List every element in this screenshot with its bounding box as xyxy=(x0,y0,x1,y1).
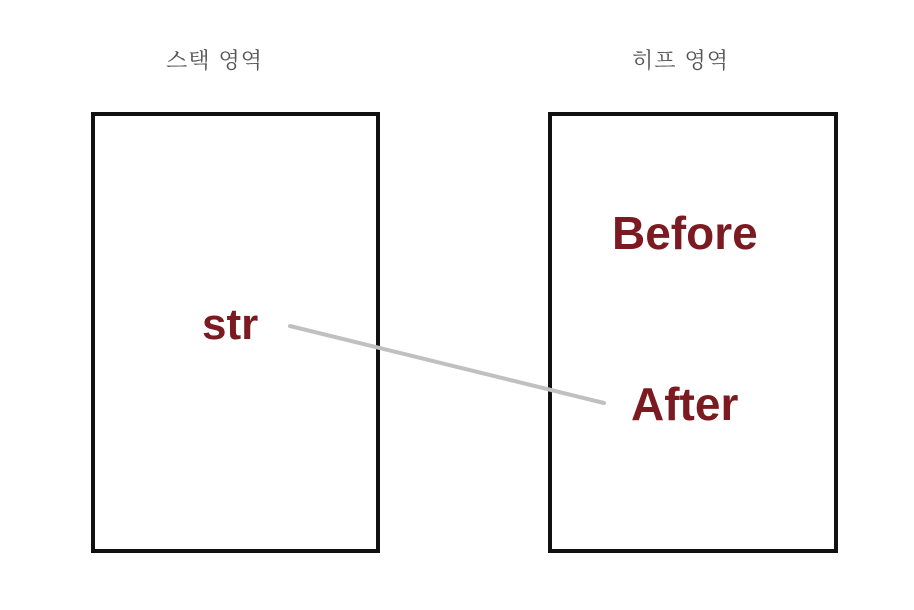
heap-region-title: 히프 영역 xyxy=(632,49,730,74)
stack-variable-str: str xyxy=(202,300,259,349)
heap-region-box xyxy=(548,112,838,553)
stack-region-title: 스택 영역 xyxy=(166,49,264,74)
heap-object-after: After xyxy=(631,378,739,430)
heap-object-before: Before xyxy=(612,207,758,259)
